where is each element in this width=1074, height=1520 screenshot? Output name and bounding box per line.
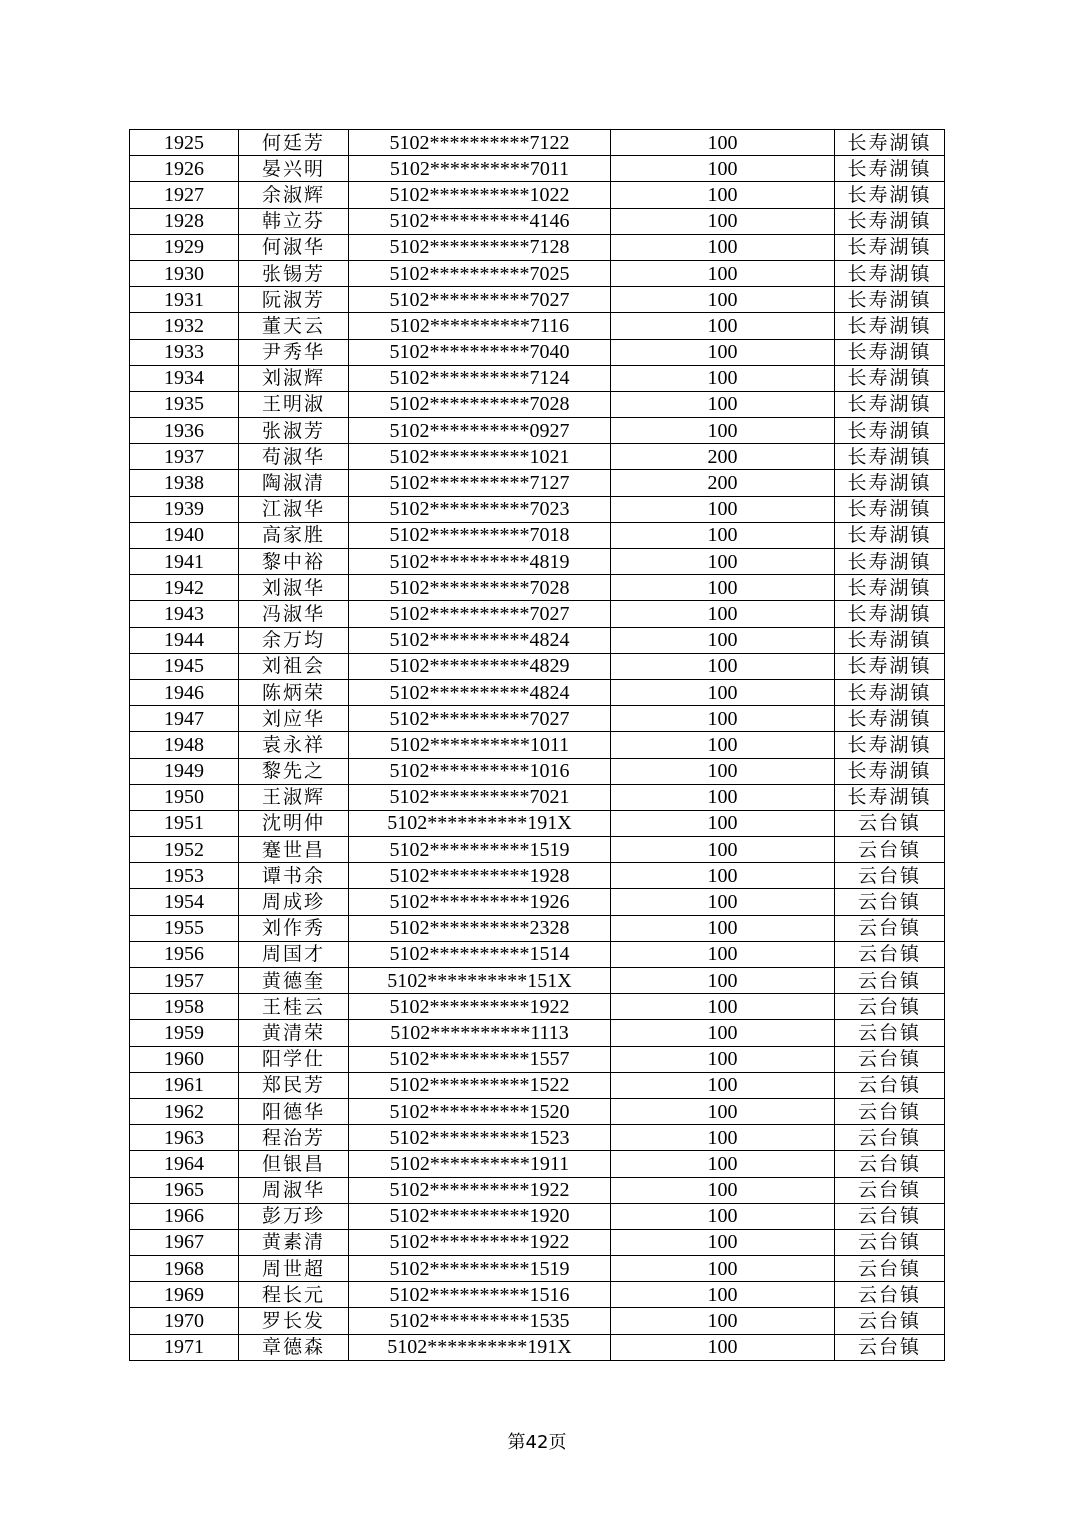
serial-number-cell: 1938 [130, 470, 239, 496]
table-row [130, 1046, 945, 1072]
amount-cell: 200 [611, 444, 835, 470]
town-cell: 云台镇 [835, 1282, 945, 1308]
name-cell: 陈炳荣 [239, 679, 349, 705]
serial-number-cell: 1947 [130, 706, 239, 732]
id-number-cell: 5102**********1514 [349, 941, 611, 967]
town-cell: 长寿湖镇 [835, 522, 945, 548]
id-number-cell: 5102**********7018 [349, 522, 611, 548]
serial-number-cell: 1939 [130, 496, 239, 522]
table-row [130, 339, 945, 365]
town-cell: 长寿湖镇 [835, 444, 945, 470]
amount-cell: 100 [611, 1282, 835, 1308]
serial-number-cell: 1930 [130, 260, 239, 286]
name-cell: 苟淑华 [239, 444, 349, 470]
amount-cell: 100 [611, 496, 835, 522]
name-cell: 阳德华 [239, 1098, 349, 1124]
id-number-cell: 5102**********1920 [349, 1203, 611, 1229]
name-cell: 周淑华 [239, 1177, 349, 1203]
table-row [130, 784, 945, 810]
table-row [130, 1020, 945, 1046]
serial-number-cell: 1942 [130, 575, 239, 601]
town-cell: 云台镇 [835, 1334, 945, 1360]
table-row [130, 1203, 945, 1229]
table-row [130, 601, 945, 627]
serial-number-cell: 1948 [130, 732, 239, 758]
town-cell: 长寿湖镇 [835, 234, 945, 260]
amount-cell: 100 [611, 391, 835, 417]
id-number-cell: 5102**********1519 [349, 837, 611, 863]
town-cell: 云台镇 [835, 1020, 945, 1046]
name-cell: 阮淑芳 [239, 287, 349, 313]
amount-cell: 100 [611, 968, 835, 994]
data-table [129, 129, 945, 1361]
table-row [130, 706, 945, 732]
town-cell: 云台镇 [835, 1072, 945, 1098]
serial-number-cell: 1936 [130, 418, 239, 444]
amount-cell: 100 [611, 758, 835, 784]
amount-cell: 100 [611, 1334, 835, 1360]
name-cell: 袁永祥 [239, 732, 349, 758]
serial-number-cell: 1925 [130, 130, 239, 156]
amount-cell: 100 [611, 1256, 835, 1282]
town-cell: 云台镇 [835, 1203, 945, 1229]
table-row [130, 130, 945, 156]
id-number-cell: 5102**********0927 [349, 418, 611, 444]
amount-cell: 100 [611, 260, 835, 286]
id-number-cell: 5102**********7028 [349, 575, 611, 601]
town-cell: 长寿湖镇 [835, 365, 945, 391]
serial-number-cell: 1963 [130, 1125, 239, 1151]
name-cell: 王明淑 [239, 391, 349, 417]
amount-cell: 100 [611, 156, 835, 182]
table-row [130, 758, 945, 784]
amount-cell: 100 [611, 706, 835, 732]
id-number-cell: 5102**********7116 [349, 313, 611, 339]
id-number-cell: 5102**********1519 [349, 1256, 611, 1282]
table-row [130, 1334, 945, 1360]
serial-number-cell: 1927 [130, 182, 239, 208]
name-cell: 王淑辉 [239, 784, 349, 810]
name-cell: 刘淑华 [239, 575, 349, 601]
name-cell: 黎先之 [239, 758, 349, 784]
serial-number-cell: 1933 [130, 339, 239, 365]
town-cell: 云台镇 [835, 889, 945, 915]
serial-number-cell: 1969 [130, 1282, 239, 1308]
id-number-cell: 5102**********1557 [349, 1046, 611, 1072]
town-cell: 云台镇 [835, 1229, 945, 1255]
serial-number-cell: 1946 [130, 679, 239, 705]
id-number-cell: 5102**********7040 [349, 339, 611, 365]
serial-number-cell: 1960 [130, 1046, 239, 1072]
table-row [130, 941, 945, 967]
town-cell: 云台镇 [835, 1098, 945, 1124]
id-number-cell: 5102**********7127 [349, 470, 611, 496]
name-cell: 江淑华 [239, 496, 349, 522]
name-cell: 黄清荣 [239, 1020, 349, 1046]
amount-cell: 100 [611, 941, 835, 967]
amount-cell: 100 [611, 653, 835, 679]
table-row [130, 1256, 945, 1282]
town-cell: 长寿湖镇 [835, 679, 945, 705]
id-number-cell: 5102**********1523 [349, 1125, 611, 1151]
id-number-cell: 5102**********7011 [349, 156, 611, 182]
town-cell: 长寿湖镇 [835, 130, 945, 156]
serial-number-cell: 1935 [130, 391, 239, 417]
serial-number-cell: 1951 [130, 810, 239, 836]
id-number-cell: 5102**********1922 [349, 1177, 611, 1203]
name-cell: 程长元 [239, 1282, 349, 1308]
amount-cell: 100 [611, 1308, 835, 1334]
id-number-cell: 5102**********4819 [349, 549, 611, 575]
amount-cell: 100 [611, 418, 835, 444]
table-row [130, 1072, 945, 1098]
table-row [130, 889, 945, 915]
id-number-cell: 5102**********4824 [349, 627, 611, 653]
town-cell: 长寿湖镇 [835, 208, 945, 234]
name-cell: 何淑华 [239, 234, 349, 260]
id-number-cell: 5102**********1911 [349, 1151, 611, 1177]
town-cell: 长寿湖镇 [835, 706, 945, 732]
serial-number-cell: 1955 [130, 915, 239, 941]
amount-cell: 100 [611, 575, 835, 601]
name-cell: 张锡芳 [239, 260, 349, 286]
table-row [130, 260, 945, 286]
serial-number-cell: 1966 [130, 1203, 239, 1229]
table-row [130, 1229, 945, 1255]
town-cell: 长寿湖镇 [835, 339, 945, 365]
town-cell: 长寿湖镇 [835, 732, 945, 758]
town-cell: 长寿湖镇 [835, 287, 945, 313]
serial-number-cell: 1953 [130, 863, 239, 889]
serial-number-cell: 1956 [130, 941, 239, 967]
name-cell: 刘祖会 [239, 653, 349, 679]
table-row [130, 994, 945, 1020]
id-number-cell: 5102**********1113 [349, 1020, 611, 1046]
id-number-cell: 5102**********4146 [349, 208, 611, 234]
serial-number-cell: 1968 [130, 1256, 239, 1282]
name-cell: 余淑辉 [239, 182, 349, 208]
id-number-cell: 5102**********1516 [349, 1282, 611, 1308]
name-cell: 王桂云 [239, 994, 349, 1020]
id-number-cell: 5102**********1522 [349, 1072, 611, 1098]
serial-number-cell: 1965 [130, 1177, 239, 1203]
amount-cell: 100 [611, 863, 835, 889]
name-cell: 尹秀华 [239, 339, 349, 365]
table-row [130, 810, 945, 836]
town-cell: 长寿湖镇 [835, 627, 945, 653]
id-number-cell: 5102**********7124 [349, 365, 611, 391]
id-number-cell: 5102**********1016 [349, 758, 611, 784]
serial-number-cell: 1945 [130, 653, 239, 679]
table-row [130, 1282, 945, 1308]
name-cell: 黎中裕 [239, 549, 349, 575]
table-row [130, 1098, 945, 1124]
town-cell: 云台镇 [835, 1308, 945, 1334]
serial-number-cell: 1926 [130, 156, 239, 182]
amount-cell: 100 [611, 732, 835, 758]
town-cell: 长寿湖镇 [835, 758, 945, 784]
table-row [130, 208, 945, 234]
serial-number-cell: 1943 [130, 601, 239, 627]
amount-cell: 100 [611, 365, 835, 391]
name-cell: 刘作秀 [239, 915, 349, 941]
id-number-cell: 5102**********4829 [349, 653, 611, 679]
id-number-cell: 5102**********1520 [349, 1098, 611, 1124]
amount-cell: 100 [611, 549, 835, 575]
serial-number-cell: 1928 [130, 208, 239, 234]
amount-cell: 200 [611, 470, 835, 496]
id-number-cell: 5102**********1922 [349, 1229, 611, 1255]
amount-cell: 100 [611, 1020, 835, 1046]
id-number-cell: 5102**********7028 [349, 391, 611, 417]
table-row [130, 863, 945, 889]
serial-number-cell: 1958 [130, 994, 239, 1020]
name-cell: 但银昌 [239, 1151, 349, 1177]
town-cell: 长寿湖镇 [835, 496, 945, 522]
amount-cell: 100 [611, 679, 835, 705]
id-number-cell: 5102**********151X [349, 968, 611, 994]
town-cell: 长寿湖镇 [835, 260, 945, 286]
id-number-cell: 5102**********1022 [349, 182, 611, 208]
amount-cell: 100 [611, 1046, 835, 1072]
name-cell: 何廷芳 [239, 130, 349, 156]
table-row [130, 365, 945, 391]
name-cell: 刘淑辉 [239, 365, 349, 391]
town-cell: 长寿湖镇 [835, 391, 945, 417]
amount-cell: 100 [611, 837, 835, 863]
table-row [130, 1177, 945, 1203]
town-cell: 长寿湖镇 [835, 418, 945, 444]
serial-number-cell: 1932 [130, 313, 239, 339]
table-row [130, 837, 945, 863]
amount-cell: 100 [611, 1072, 835, 1098]
id-number-cell: 5102**********1922 [349, 994, 611, 1020]
amount-cell: 100 [611, 1203, 835, 1229]
name-cell: 董天云 [239, 313, 349, 339]
amount-cell: 100 [611, 1098, 835, 1124]
table-row [130, 522, 945, 548]
name-cell: 程治芳 [239, 1125, 349, 1151]
town-cell: 长寿湖镇 [835, 156, 945, 182]
name-cell: 陶淑清 [239, 470, 349, 496]
serial-number-cell: 1971 [130, 1334, 239, 1360]
id-number-cell: 5102**********1926 [349, 889, 611, 915]
amount-cell: 100 [611, 810, 835, 836]
name-cell: 张淑芳 [239, 418, 349, 444]
id-number-cell: 5102**********7021 [349, 784, 611, 810]
name-cell: 周成珍 [239, 889, 349, 915]
id-number-cell: 5102**********1021 [349, 444, 611, 470]
amount-cell: 100 [611, 889, 835, 915]
town-cell: 云台镇 [835, 915, 945, 941]
town-cell: 云台镇 [835, 1125, 945, 1151]
id-number-cell: 5102**********7027 [349, 706, 611, 732]
town-cell: 长寿湖镇 [835, 784, 945, 810]
amount-cell: 100 [611, 915, 835, 941]
town-cell: 云台镇 [835, 994, 945, 1020]
table-row [130, 418, 945, 444]
serial-number-cell: 1950 [130, 784, 239, 810]
table-row [130, 313, 945, 339]
table-row [130, 653, 945, 679]
serial-number-cell: 1967 [130, 1229, 239, 1255]
amount-cell: 100 [611, 601, 835, 627]
town-cell: 长寿湖镇 [835, 601, 945, 627]
name-cell: 刘应华 [239, 706, 349, 732]
amount-cell: 100 [611, 313, 835, 339]
town-cell: 云台镇 [835, 837, 945, 863]
id-number-cell: 5102**********7027 [349, 287, 611, 313]
table-row [130, 549, 945, 575]
serial-number-cell: 1970 [130, 1308, 239, 1334]
amount-cell: 100 [611, 1177, 835, 1203]
town-cell: 云台镇 [835, 1151, 945, 1177]
amount-cell: 100 [611, 339, 835, 365]
table-row [130, 234, 945, 260]
id-number-cell: 5102**********191X [349, 810, 611, 836]
table-row [130, 679, 945, 705]
name-cell: 余万均 [239, 627, 349, 653]
table-row [130, 1308, 945, 1334]
table-row [130, 1151, 945, 1177]
name-cell: 郑民芳 [239, 1072, 349, 1098]
amount-cell: 100 [611, 287, 835, 313]
amount-cell: 100 [611, 208, 835, 234]
town-cell: 长寿湖镇 [835, 313, 945, 339]
serial-number-cell: 1941 [130, 549, 239, 575]
table-row [130, 968, 945, 994]
serial-number-cell: 1957 [130, 968, 239, 994]
name-cell: 高家胜 [239, 522, 349, 548]
name-cell: 彭万珍 [239, 1203, 349, 1229]
id-number-cell: 5102**********1011 [349, 732, 611, 758]
serial-number-cell: 1944 [130, 627, 239, 653]
table-row [130, 627, 945, 653]
amount-cell: 100 [611, 784, 835, 810]
id-number-cell: 5102**********1928 [349, 863, 611, 889]
serial-number-cell: 1940 [130, 522, 239, 548]
amount-cell: 100 [611, 182, 835, 208]
town-cell: 长寿湖镇 [835, 575, 945, 601]
serial-number-cell: 1934 [130, 365, 239, 391]
id-number-cell: 5102**********7122 [349, 130, 611, 156]
serial-number-cell: 1962 [130, 1098, 239, 1124]
serial-number-cell: 1937 [130, 444, 239, 470]
table-row [130, 182, 945, 208]
id-number-cell: 5102**********191X [349, 1334, 611, 1360]
name-cell: 沈明仲 [239, 810, 349, 836]
serial-number-cell: 1961 [130, 1072, 239, 1098]
name-cell: 韩立芬 [239, 208, 349, 234]
page-number: 第42页 [507, 1432, 567, 1453]
town-cell: 长寿湖镇 [835, 182, 945, 208]
name-cell: 周世超 [239, 1256, 349, 1282]
serial-number-cell: 1954 [130, 889, 239, 915]
name-cell: 晏兴明 [239, 156, 349, 182]
id-number-cell: 5102**********2328 [349, 915, 611, 941]
table-row [130, 1125, 945, 1151]
town-cell: 长寿湖镇 [835, 549, 945, 575]
table-row [130, 732, 945, 758]
name-cell: 阳学仕 [239, 1046, 349, 1072]
id-number-cell: 5102**********7128 [349, 234, 611, 260]
table-row [130, 470, 945, 496]
serial-number-cell: 1959 [130, 1020, 239, 1046]
table-row [130, 915, 945, 941]
amount-cell: 100 [611, 1125, 835, 1151]
town-cell: 云台镇 [835, 1177, 945, 1203]
name-cell: 章德森 [239, 1334, 349, 1360]
town-cell: 云台镇 [835, 968, 945, 994]
name-cell: 冯淑华 [239, 601, 349, 627]
table-row [130, 287, 945, 313]
id-number-cell: 5102**********4824 [349, 679, 611, 705]
name-cell: 周国才 [239, 941, 349, 967]
serial-number-cell: 1952 [130, 837, 239, 863]
name-cell: 蹇世昌 [239, 837, 349, 863]
name-cell: 罗长发 [239, 1308, 349, 1334]
town-cell: 长寿湖镇 [835, 470, 945, 496]
amount-cell: 100 [611, 1229, 835, 1255]
amount-cell: 100 [611, 130, 835, 156]
serial-number-cell: 1931 [130, 287, 239, 313]
amount-cell: 100 [611, 522, 835, 548]
id-number-cell: 5102**********1535 [349, 1308, 611, 1334]
town-cell: 云台镇 [835, 1046, 945, 1072]
table-body [130, 130, 945, 1361]
table-row [130, 391, 945, 417]
table-row [130, 496, 945, 522]
serial-number-cell: 1949 [130, 758, 239, 784]
town-cell: 云台镇 [835, 863, 945, 889]
table-row [130, 575, 945, 601]
amount-cell: 100 [611, 627, 835, 653]
id-number-cell: 5102**********7027 [349, 601, 611, 627]
town-cell: 云台镇 [835, 1256, 945, 1282]
serial-number-cell: 1964 [130, 1151, 239, 1177]
amount-cell: 100 [611, 1151, 835, 1177]
id-number-cell: 5102**********7025 [349, 260, 611, 286]
serial-number-cell: 1929 [130, 234, 239, 260]
name-cell: 黄德奎 [239, 968, 349, 994]
name-cell: 黄素清 [239, 1229, 349, 1255]
town-cell: 长寿湖镇 [835, 653, 945, 679]
table-row [130, 156, 945, 182]
table-row [130, 444, 945, 470]
name-cell: 谭书余 [239, 863, 349, 889]
id-number-cell: 5102**********7023 [349, 496, 611, 522]
town-cell: 云台镇 [835, 941, 945, 967]
amount-cell: 100 [611, 994, 835, 1020]
amount-cell: 100 [611, 234, 835, 260]
town-cell: 云台镇 [835, 810, 945, 836]
